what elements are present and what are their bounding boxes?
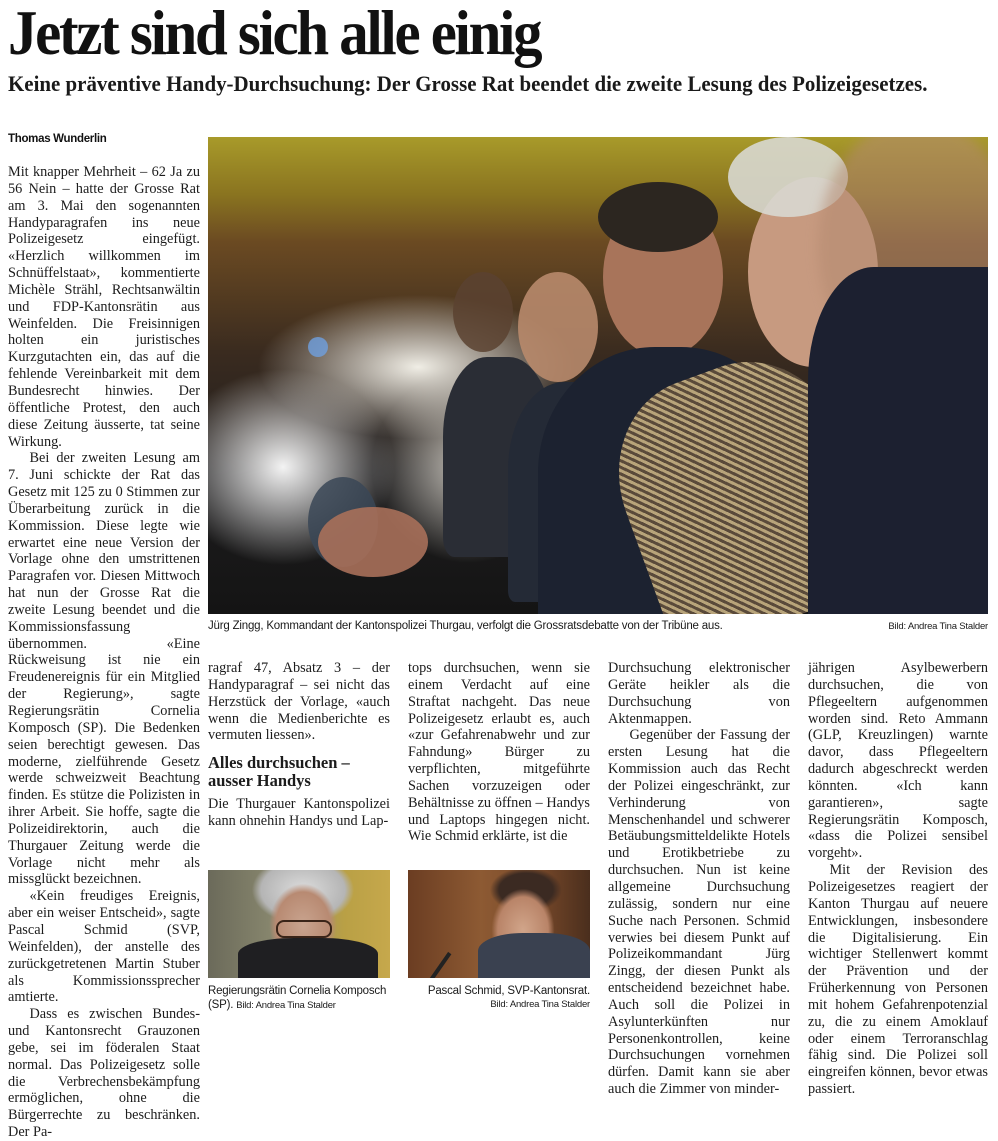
photo-figure xyxy=(478,933,590,978)
portrait-credit: Bild: Andrea Tina Stalder xyxy=(236,1000,336,1011)
main-photo-credit: Bild: Andrea Tina Stalder xyxy=(888,621,988,632)
photo-figure xyxy=(598,182,718,252)
body-paragraph: Mit der Revision des Polizeigesetzes reagiert der Kanton Thurgau auf neuere Entwicklungen, insbesondere die Digitalisierung. Ein wichtiger Stellenwert kommt der Prävention und der Früherkennung von Personen mit hohem Gefahrenpotenzial zu, die zu einem Amoklauf oder einem Terroranschlag fähig sind. Die Polizei soll eingreifen können, bevor etwas passiert. xyxy=(808,862,988,1098)
body-column-2 xyxy=(208,660,390,830)
photo-figure xyxy=(308,337,328,357)
body-paragraph: Dass es zwischen Bundes- und Kantonsrecht Grauzonen gebe, sei im föderalen Staat normal. Das Polizeigesetz solle die Verbrechensbekämpfung ermöglichen, ohne die Bürgerrechte zu beschränken. Der Pa- xyxy=(8,1006,200,1141)
body-paragraph: ragraf 47, Absatz 3 – der Handyparagraf – sei nicht das Herzstück der Vorlage, «auch wenn die Medienberichte es vermuten liessen». xyxy=(208,660,390,744)
photo-figure xyxy=(453,272,513,352)
body-paragraph: Mit knapper Mehrheit – 62 Ja zu 56 Nein – hatte der Grosse Rat am 3. Mai den sogenannten Handyparagrafen ins neue Polizeigesetz eingefügt. «Herzlich willkommen im Schnüffelstaat», kommentierte Michèle Strähl, Rechtsanwältin und FDP-Kantonsrätin aus Weinfelden. Die Freisinnigen holten ein juristisches Kurzgutachten ein, das auf die fehlende Vereinbarkeit mit dem Bundesrecht hinwies. Der öffentliche Protest, den auch diese Zeitung äusserte, tat seine Wirkung. xyxy=(8,164,200,450)
portrait-credit: Bild: Andrea Tina Stalder xyxy=(490,999,590,1010)
photo-hands xyxy=(318,507,428,577)
headline: Jetzt sind sich alle einig xyxy=(8,0,541,68)
portrait-caption-text: Pascal Schmid, SVP-Kantonsrat. xyxy=(427,985,590,997)
subheadline: Keine präventive Handy-Durchsuchung: Der Grosse Rat beendet die zweite Lesung des Polizeigesetzes. xyxy=(8,71,928,96)
main-photo-caption-row xyxy=(208,620,988,636)
body-paragraph: Die Thurgauer Kantonspolizei kann ohnehin Handys und Lap- xyxy=(208,796,390,830)
main-photo xyxy=(208,137,988,614)
body-column-4 xyxy=(608,660,790,1098)
body-column-5 xyxy=(808,660,988,1098)
portrait-photo-schmid xyxy=(408,870,590,978)
byline: Thomas Wunderlin xyxy=(8,133,107,145)
main-photo-caption: Jürg Zingg, Kommandant der Kantonspolizei Thurgau, verfolgt die Grossratsdebatte von der Tribüne aus. xyxy=(208,620,723,632)
portrait-caption-schmid xyxy=(408,984,590,1012)
body-paragraph: jährigen Asylbewerbern durchsuchen, die von Pflegeeltern aufgenommen worden sind. Reto Ammann (GLP, Kreuzlingen) warnte davor, dass Pflegeeltern dadurch abgeschreckt werden könnten. «Ich kann garantieren», sagte Regierungsrätin Komposch, «dass die Polizei sensibel vorgeht». xyxy=(808,660,988,862)
body-paragraph: Bei der zweiten Lesung am 7. Juni schickte der Rat das Gesetz mit 125 zu 0 Stimmen zur Überarbeitung zurück in die Kommission. Diese legte wie erwartet eine neue Version der Vorlage ohne den umstrittenen Paragrafen vor. Diesen Mittwoch hat nun der Grosse Rat die zweite Lesung beendet und die Kommissionsfassung übernommen. «Eine Rückweisung ist nie ein Freudenereignis für ein Mitglied der Regierung», sagte Regierungsrätin Cornelia Komposch (SP). Die Bedenken seien berechtigt gewesen. Das moderne, zielführende Gesetz werde schweizweit Beachtung finden. Es stütze die Polizisten in ihrer Arbeit. Sie hoffe, sagte die Polizeidirektorin, auch die Thurgauer Zeitung werde die Vorlage nicht mehr als missglückt bezeichnen. xyxy=(8,450,200,888)
photo-figure xyxy=(238,938,378,978)
body-paragraph: «Kein freudiges Ereignis, aber ein weiser Entscheid», sagte Pascal Schmid (SVP, Weinfelden), der anstelle des zurückgetretenen Martin Stuber als Kommissionssprecher amtierte. xyxy=(8,888,200,1006)
body-column-3 xyxy=(408,660,590,845)
portrait-caption-text: Regierungsrätin Cornelia Komposch (SP). xyxy=(208,985,387,1011)
photo-figure xyxy=(518,272,598,382)
subheading: Alles durchsuchen – ausser Handys xyxy=(208,753,350,791)
body-paragraph: Durchsuchung elektronischer Geräte heikler als die Durchsuchung von Aktenmappen. xyxy=(608,660,790,727)
photo-figure xyxy=(808,267,988,614)
photo-microphone xyxy=(429,952,452,978)
body-paragraph: tops durchsuchen, wenn sie einem Verdacht auf eine Straftat nachgeht. Das neue Polizeigesetz erlaubt es, auch «zur Gefahrenabwehr und zur Fahndung» Bürger zu verpflichten, mitgeführte Sachen vorzuzeigen oder Behältnisse zu öffnen – Handys und Laptops hingegen nicht. Wie Schmid erklärte, ist die xyxy=(408,660,590,845)
portrait-photo-komposch xyxy=(208,870,390,978)
body-paragraph: Gegenüber der Fassung der ersten Lesung hat die Kommission auch das Recht der Polizei eingeschränkt, zur Verhinderung von Menschenhandel und schwerer Betäubungsmitteldelikte Hotels und Erotikbetriebe zu durchsuchen. Nun ist keine allgemeine Durchsuchung zulässig, sondern nur eine Suche nach Personen. Schmid verwies bei diesem Punkt auf Polizeikommandant Jürg Zingg, der diesen Punkt als entscheidend bezeichnet habe. Auch soll die Polizei in Asylunterkünften nur Personenkontrollen, keine Durchsuchungen vornehmen dürfen. Damit kann sie aber auch die Zimmer von minder- xyxy=(608,727,790,1098)
body-column-1 xyxy=(8,164,200,1141)
portrait-caption-komposch xyxy=(208,984,392,1013)
photo-glasses xyxy=(276,920,332,938)
